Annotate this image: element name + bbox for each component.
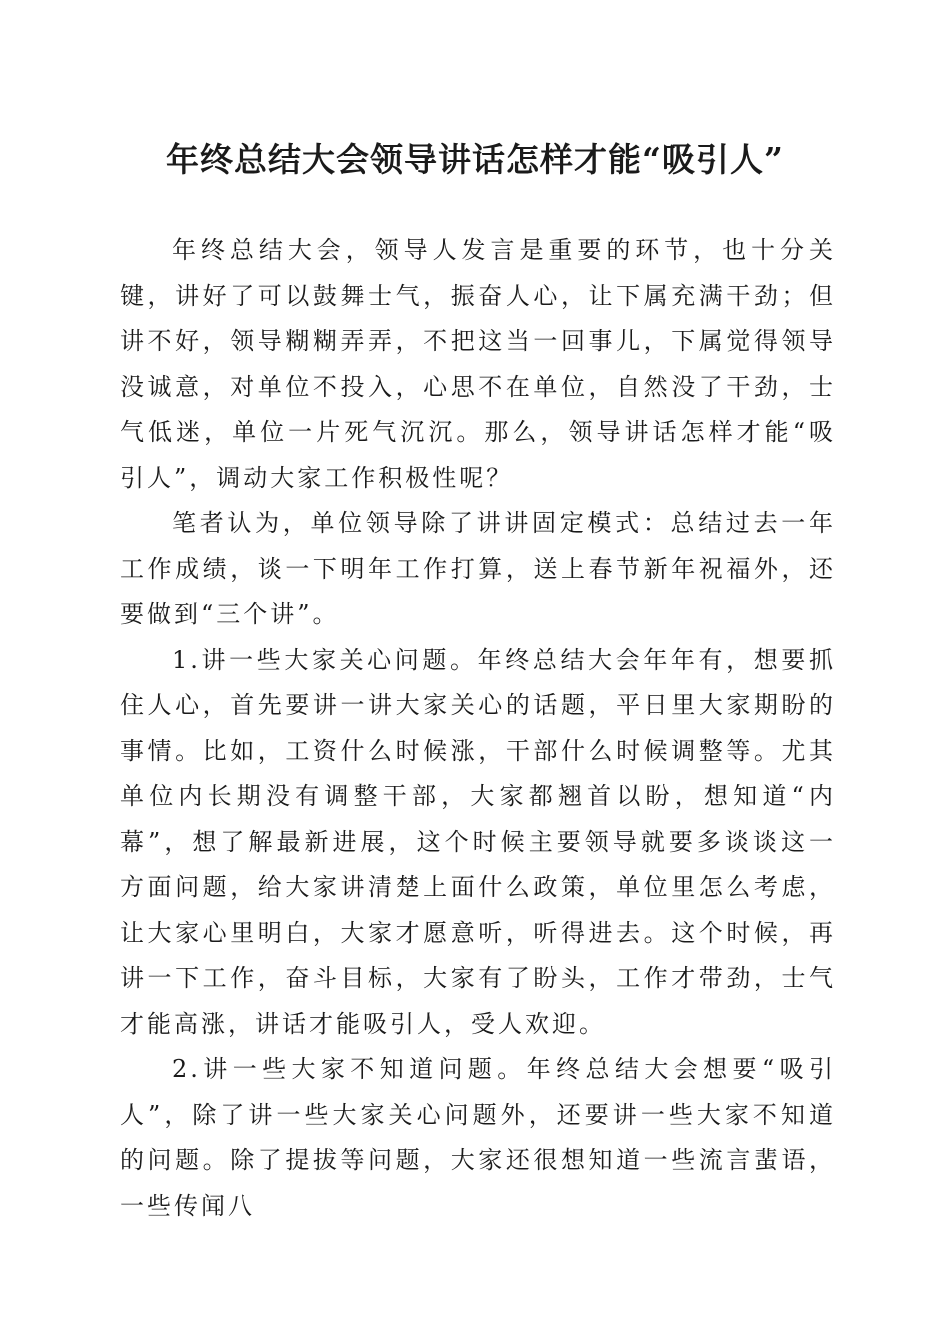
paragraph-point-1: 1.讲一些大家关心问题。年终总结大会年年有，想要抓住人心，首先要讲一讲大家关心的话题，平日里大家期盼的事情。比如，工资什么时候涨，干部什么时候调整等。尤其单位内长期没有调整干部，大家都翘首以盼，想知道“内幕”，想了解最新进展，这个时候主要领导就要多谈谈这一方面问题，给大家讲清楚上面什么政策，单位里怎么考虑，让大家心里明白，大家才愿意听，听得进去。这个时候，再讲一下工作，奋斗目标，大家有了盼头，工作才带劲，士气才能高涨，讲话才能吸引人，受人欢迎。 — [120, 645, 836, 1038]
paragraph-author-view: 笔者认为，单位领导除了讲讲固定模式：总结过去一年工作成绩，谈一下明年工作打算，送上春节新年祝福外，还要做到“三个讲”。 — [120, 509, 836, 628]
paragraph-intro: 年终总结大会，领导人发言是重要的环节，也十分关键，讲好了可以鼓舞士气，振奋人心，让下属充满干劲；但讲不好，领导糊糊弄弄，不把这当一回事儿，下属觉得领导没诚意，对单位不投入，心思不在单位，自然没了干劲，士气低迷，单位一片死气沉沉。那么，领导讲话怎样才能“吸引人”，调动大家工作积极性呢？ — [120, 236, 836, 492]
document-body — [120, 228, 836, 1229]
paragraph-point-2: 2.讲一些大家不知道问题。年终总结大会想要“吸引人”，除了讲一些大家关心问题外，还要讲一些大家不知道的问题。除了提拔等问题，大家还很想知道一些流言蜚语，一些传闻八 — [120, 1055, 836, 1220]
document-title: 年终总结大会领导讲话怎样才能“吸引人” — [166, 140, 784, 179]
